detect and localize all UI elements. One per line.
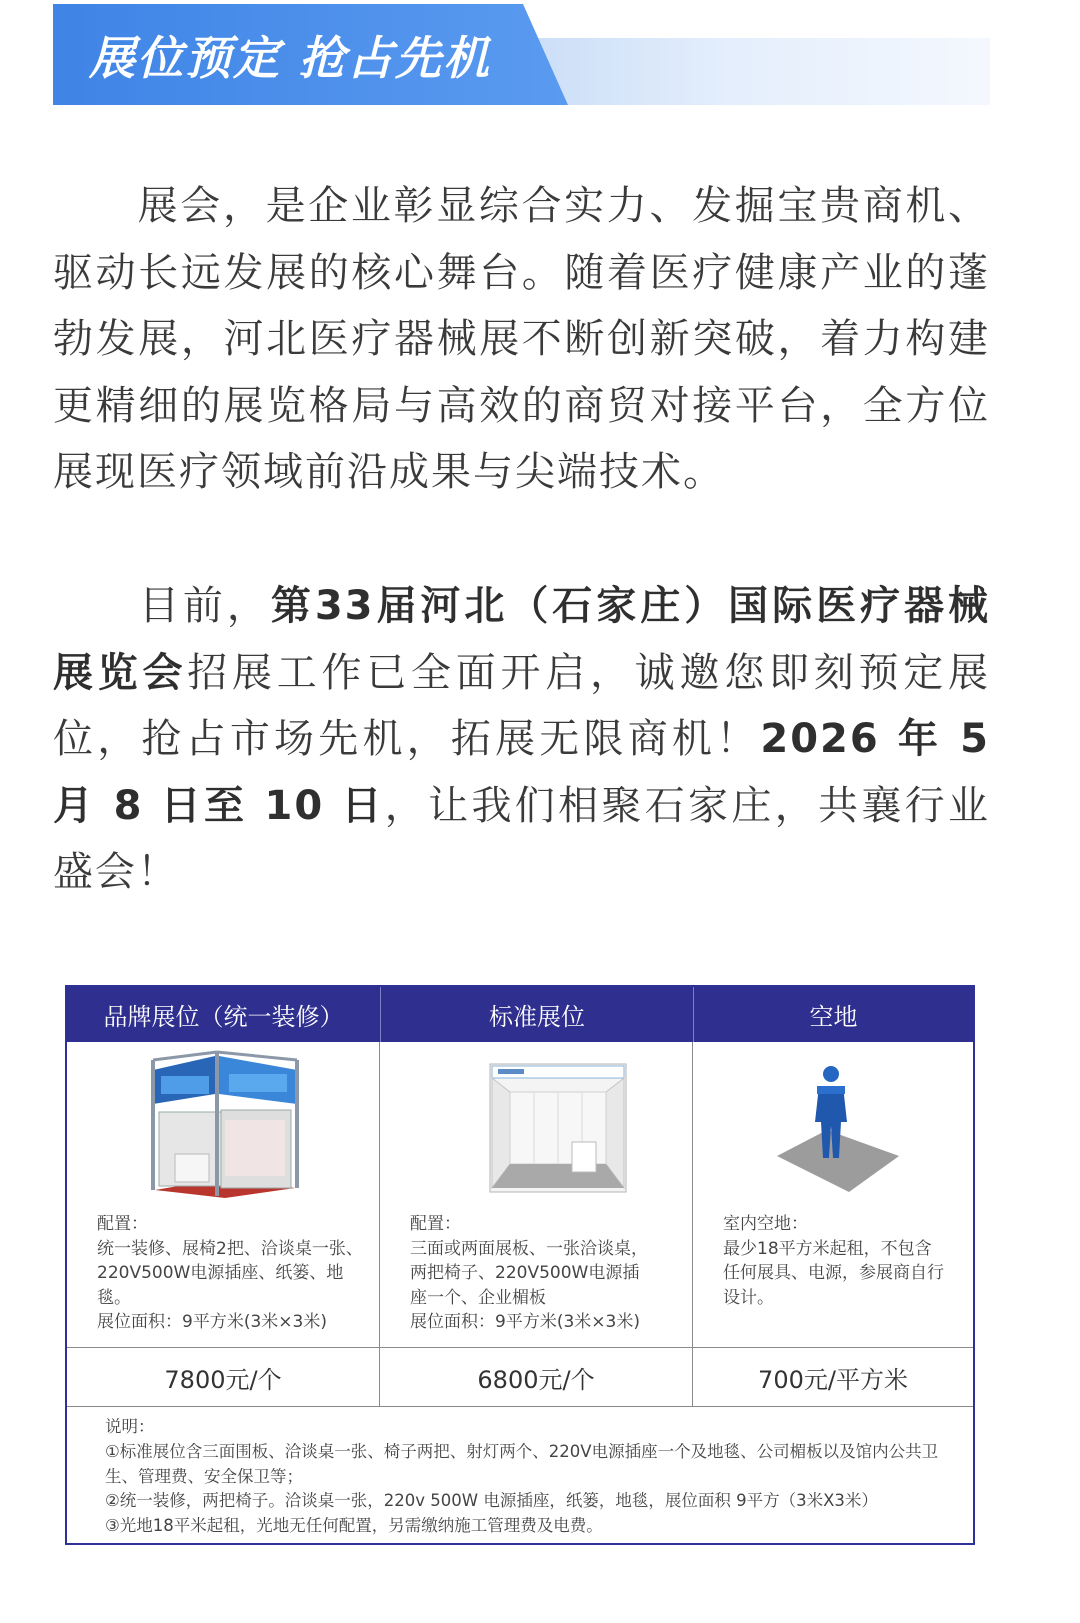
config-line: 两把椅子、220V500W电源插 xyxy=(410,1263,640,1283)
invitation-closing: ，让我们相聚石家庄，共襄行业盛会！ xyxy=(53,782,991,895)
table-notes xyxy=(105,1415,949,1539)
note-item: ①标准展位含三面围板、洽谈桌一张、椅子两把、射灯两个、220V电源插座一个及地毯、公司楣板以及馆内公共卫生、管理费、安全保卫等； xyxy=(105,1441,939,1486)
raw-space-cell xyxy=(693,1042,973,1347)
header-standard-booth: 标准展位 xyxy=(380,987,693,1042)
config-line: 室内空地： xyxy=(723,1214,808,1234)
config-line: 最少18平方米起租，不包含 xyxy=(723,1238,932,1259)
raw-space-image xyxy=(773,1060,903,1196)
header-brand-booth: 品牌展位（统一装修） xyxy=(103,1003,344,1031)
header-raw-space: 空地 xyxy=(693,987,973,1042)
table-header xyxy=(67,987,973,1042)
exhibition-name: 第33届河北（石家庄）国际医疗器械展览会 xyxy=(53,583,990,696)
brand-booth-config xyxy=(97,1212,365,1335)
raw-space-price: 700元/平方米 xyxy=(758,1365,908,1394)
note-item: ③光地18平米起租，光地无任何配置，另需缴纳施工管理费及电费。 xyxy=(105,1516,603,1536)
exhibition-dates: 2026 年 5 月 8 日至 10 日 xyxy=(53,716,991,829)
config-line: 三面或两面展板、一张洽谈桌， xyxy=(410,1238,648,1259)
table-body-row xyxy=(67,1042,973,1347)
raw-space-config xyxy=(723,1212,959,1310)
brand-booth-cell xyxy=(67,1042,380,1347)
standard-booth-image xyxy=(488,1062,628,1194)
config-line: 设计。 xyxy=(723,1287,774,1308)
intro-paragraph xyxy=(53,173,990,506)
booth-price-table xyxy=(65,985,975,1545)
config-line: 任何展具、电源，参展商自行 xyxy=(723,1263,944,1283)
section-banner xyxy=(53,4,990,105)
brand-booth-price: 7800元/个 xyxy=(67,1348,380,1406)
config-line: 展位面积：9平方米(3米×3米) xyxy=(410,1312,640,1332)
section-title: 展位预定 抢占先机 xyxy=(89,31,492,85)
invitation-lead: 目前， xyxy=(137,583,271,629)
brand-booth-image xyxy=(145,1050,305,1200)
standard-booth-cell xyxy=(380,1042,693,1347)
invitation-body: 招展工作已全面开启，诚邀您即刻预定展位，抢占市场先机，拓展无限商机！ xyxy=(53,649,990,762)
config-line: 配置： xyxy=(410,1214,461,1234)
standard-booth-config xyxy=(410,1212,678,1335)
banner-light-strip xyxy=(513,38,990,105)
invitation-paragraph xyxy=(53,573,990,906)
notes-title: 说明： xyxy=(105,1417,155,1436)
config-line: 统一装修、展椅2把、洽谈桌一张、 xyxy=(97,1238,363,1259)
intro-text: 展会，是企业彰显综合实力、发掘宝贵商机、驱动长远发展的核心舞台。随着医疗健康产业的蓬勃发展，河北医疗器械展不断创新突破，着力构建更精细的展览格局与高效的商贸对接平台，全方位展现医疗领域前沿成果与尖端技术。 xyxy=(53,183,990,495)
price-row xyxy=(67,1347,973,1407)
config-line: 座一个、企业楣板 xyxy=(410,1287,546,1308)
standard-booth-price: 6800元/个 xyxy=(380,1348,693,1406)
config-line: 220V500W电源插座、纸篓、地毯。 xyxy=(97,1263,344,1308)
config-line: 展位面积：9平方米(3米×3米) xyxy=(97,1312,327,1332)
config-line: 配置： xyxy=(97,1214,148,1234)
note-item: ②统一装修，两把椅子。洽谈桌一张，220v 500W 电源插座，纸篓，地毯，展位面积 9平方（3米X3米） xyxy=(105,1491,878,1511)
